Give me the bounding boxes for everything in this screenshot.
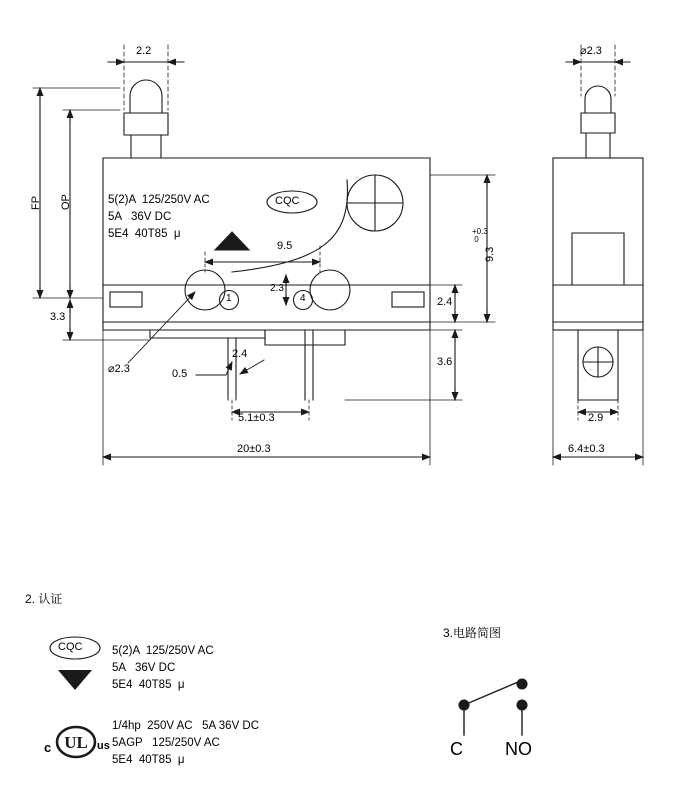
dim-2-4-upper: 2.4 bbox=[232, 348, 248, 360]
dim-9-3: 9.3 bbox=[484, 246, 496, 262]
dim-2-9: 2.9 bbox=[588, 412, 604, 424]
cert-cqc-line-1: 5(2)A 125/250V AC bbox=[112, 645, 214, 657]
dim-5-1: 5.1±0.3 bbox=[238, 412, 275, 424]
dim-op-label: OP bbox=[60, 194, 72, 210]
circuit-heading: 3.电路简图 bbox=[443, 626, 502, 640]
terminal-number-1: 1 bbox=[226, 293, 232, 304]
dim-fp-label: FP bbox=[30, 195, 42, 210]
cert-cqc-mark-label: CQC bbox=[58, 641, 83, 653]
circuit-terminal-c: C bbox=[450, 739, 463, 759]
dim-9-3-tolerance: +0.3 0 bbox=[472, 227, 488, 244]
spec-line-1: 5(2)A 125/250V AC bbox=[108, 194, 210, 206]
ul-suffix-us: us bbox=[97, 740, 110, 752]
dim-hole-dia-left: ⌀2.3 bbox=[108, 363, 130, 375]
dim-plunger-width: 2.2 bbox=[136, 45, 152, 57]
dim-2-4-right: 2.4 bbox=[437, 296, 453, 308]
dim-3-3: 3.3 bbox=[50, 311, 66, 323]
dim-6-4: 6.4±0.3 bbox=[568, 443, 605, 455]
cert-cqc-text bbox=[112, 643, 214, 694]
circuit-terminal-no: NO bbox=[505, 739, 532, 759]
cert-cqc-line-2: 5A 36V DC bbox=[112, 662, 176, 674]
dim-3-6: 3.6 bbox=[437, 356, 453, 368]
terminal-number-4: 4 bbox=[300, 293, 306, 304]
dim-20: 20±0.3 bbox=[237, 443, 271, 455]
cert-cqc-line-3: 5E4 40T85 μ bbox=[112, 679, 185, 691]
dim-0-5: 0.5 bbox=[172, 368, 188, 380]
cert-ul-line-2: 5AGP 125/250V AC bbox=[112, 737, 220, 749]
cert-ul-line-3: 5E4 40T85 μ bbox=[112, 754, 185, 766]
certifications-heading: 2. 认证 bbox=[25, 592, 63, 606]
front-view-spec-text bbox=[108, 192, 210, 243]
cert-ul-text bbox=[112, 718, 259, 769]
spec-line-3: 5E4 40T85 μ bbox=[108, 228, 181, 240]
cert-ul-line-1: 1/4hp 250V AC 5A 36V DC bbox=[112, 720, 260, 732]
spec-line-2: 5A 36V DC bbox=[108, 211, 172, 223]
dim-2-3-center: 2.3 bbox=[270, 283, 284, 294]
svg-text:UL: UL bbox=[64, 733, 88, 752]
dim-9-5: 9.5 bbox=[277, 240, 293, 252]
cqc-mark-label: CQC bbox=[275, 195, 300, 207]
dim-plunger-dia: ⌀2.3 bbox=[580, 45, 602, 57]
ul-prefix-c: c bbox=[44, 740, 52, 755]
ul-mark-graphic bbox=[57, 727, 95, 757]
